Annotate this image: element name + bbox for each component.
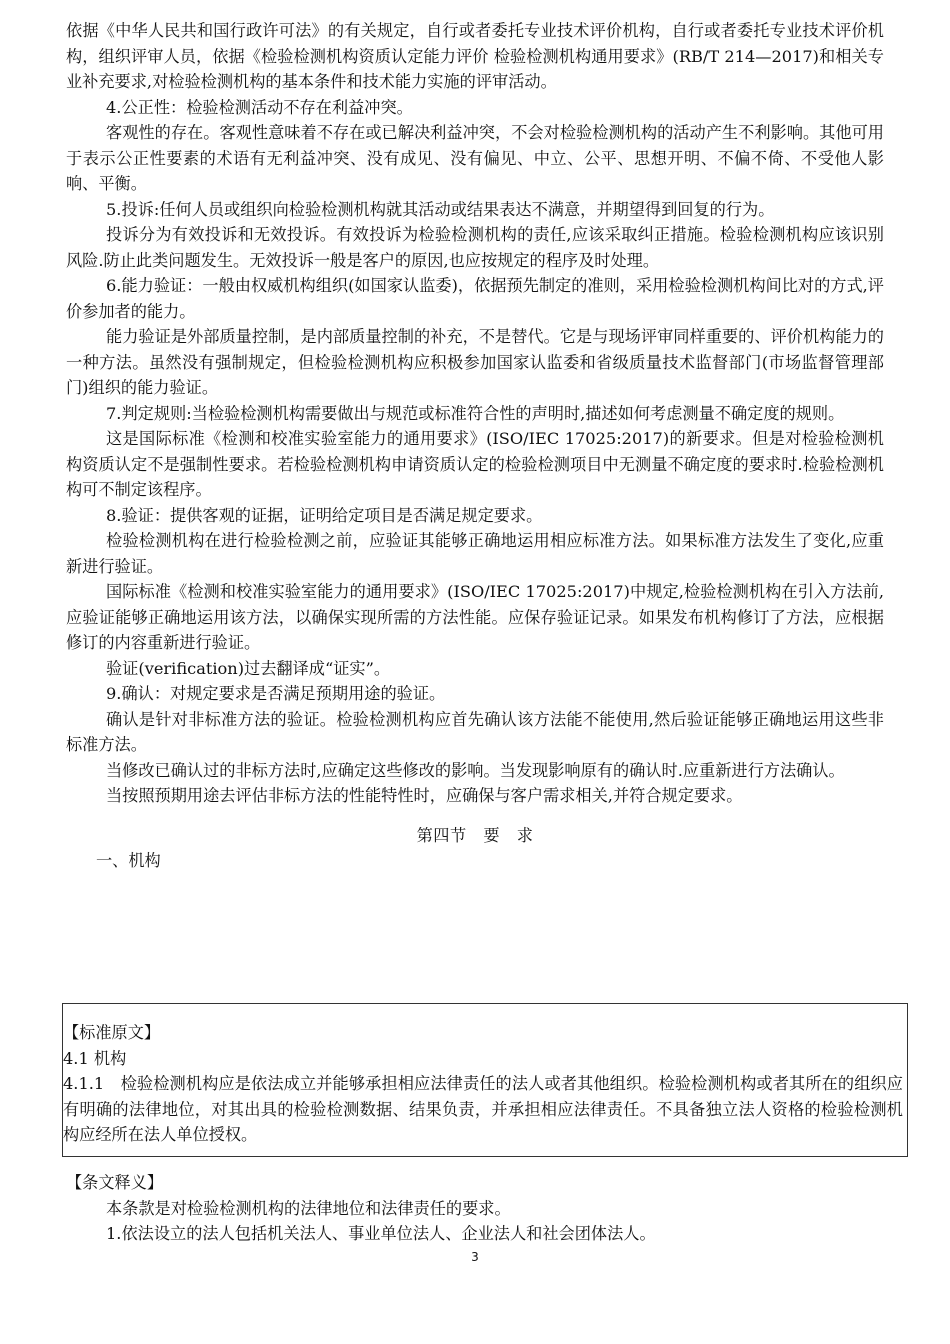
paragraph: 当修改已确认过的非标方法时,应确定这些修改的影响。当发现影响原有的确认时.应重新进行方法确认。	[106, 760, 845, 780]
paragraph: 验证(verification)过去翻译成“证实”。	[106, 658, 391, 678]
paragraph: 国际标准《检测和校准实验室能力的通用要求》(ISO/IEC 17025:2017)中规定,检验检测机构在引入方法前,应验证能够正确地运用该方法，以确保实现所需的方法性能。应保存验证记录。如果发布机构修订了方法，应根据修订的内容重新进行验证。	[66, 582, 884, 652]
standard-text-box	[62, 1003, 908, 1157]
clause-title: 4.1 机构	[63, 1048, 127, 1068]
paragraph: 8.验证：提供客观的证据，证明给定项目是否满足规定要求。	[106, 505, 543, 525]
interpretation-section	[66, 1170, 884, 1247]
paragraph: 本条款是对检验检测机构的法律地位和法律责任的要求。	[106, 1198, 511, 1218]
paragraph: 9.确认：对规定要求是否满足预期用途的验证。	[106, 684, 446, 703]
paragraph: 投诉分为有效投诉和无效投诉。有效投诉为检验检测机构的责任,应该采取纠正措施。检验检测机构应该识别风险.防止此类问题发生。无效投诉一般是客户的原因,也应按规定的程序及时处理。	[66, 225, 884, 270]
paragraph: 能力验证是外部质量控制，是内部质量控制的补充，不是替代。它是与现场评审同样重要的、评价机构能力的一种方法。虽然没有强制规定，但检验检测机构应积极参加国家认监委和省级质量技术监督部门(市场监督管理部门)组织的能力验证。	[66, 327, 884, 397]
paragraph: 1.依法设立的法人包括机关法人、事业单位法人、企业法人和社会团体法人。	[106, 1224, 656, 1243]
paragraph: 7.判定规则:当检验检测机构需要做出与规范或标准符合性的声明时,描述如何考虑测量不确定度的规则。	[106, 403, 845, 423]
paragraph: 4.公正性：检验检测活动不存在利益冲突。	[106, 97, 413, 117]
paragraph: 这是国际标准《检测和校准实验室能力的通用要求》(ISO/IEC 17025:2017)的新要求。但是对检验检测机构资质认定不是强制性要求。若检验检测机构申请资质认定的检验检测项目中无测量不确定度的要求时.检验检测机构可不制定该程序。	[66, 429, 884, 499]
page-number: 3	[471, 1250, 479, 1264]
paragraph-continued: 依据《中华人民共和国行政许可法》的有关规定，自行或者委托专业技术评价机构，自行或者委托专业技术评价机构，组织评审人员，依据《检验检测机构资质认定能力评价 检验检测机构通用要求》(RB/T 214—2017)和相关专业补充要求,对检验检测机构的基本条件和技术能力实施的评审活动。	[66, 21, 884, 91]
section-title: 第四节 要 求	[416, 825, 534, 845]
paragraph: 确认是针对非标准方法的验证。检验检测机构应首先确认该方法能不能使用,然后验证能够正确地运用这些非标准方法。	[66, 709, 884, 754]
subsection-title: 一、机构	[96, 851, 161, 870]
paragraph: 6.能力验证：一般由权威机构组织(如国家认监委)，依据预先制定的准则，采用检验检测机构间比对的方式,评价参加者的能力。	[66, 276, 884, 321]
paragraph: 5.投诉:任何人员或组织向检验检测机构就其活动或结果表达不满意，并期望得到回复的行为。	[106, 199, 775, 219]
paragraph: 检验检测机构在进行检验检测之前，应验证其能够正确地运用相应标准方法。如果标准方法发生了变化,应重新进行验证。	[66, 531, 884, 576]
standard-heading: 【标准原文】	[63, 1023, 161, 1042]
paragraph: 当按照预期用途去评估非标方法的性能特性时，应确保与客户需求相关,并符合规定要求。	[106, 786, 743, 805]
paragraph: 客观性的存在。客观性意味着不存在或已解决利益冲突，不会对检验检测机构的活动产生不利影响。其他可用于表示公正性要素的术语有无利益冲突、没有成见、没有偏见、中立、公平、思想开明、不偏不倚、不受他人影响、平衡。	[66, 123, 884, 193]
interpretation-heading: 【条文释义】	[66, 1173, 164, 1192]
clause-text: 4.1.1 检验检测机构应是依法成立并能够承担相应法律责任的法人或者其他组织。检验检测机构或者其所在的组织应有明确的法律地位，对其出具的检验检测数据、结果负责，并承担相应法律责任。不具备独立法人资格的检验检测机构应经所在法人单位授权。	[63, 1074, 903, 1144]
body-text	[66, 18, 884, 874]
